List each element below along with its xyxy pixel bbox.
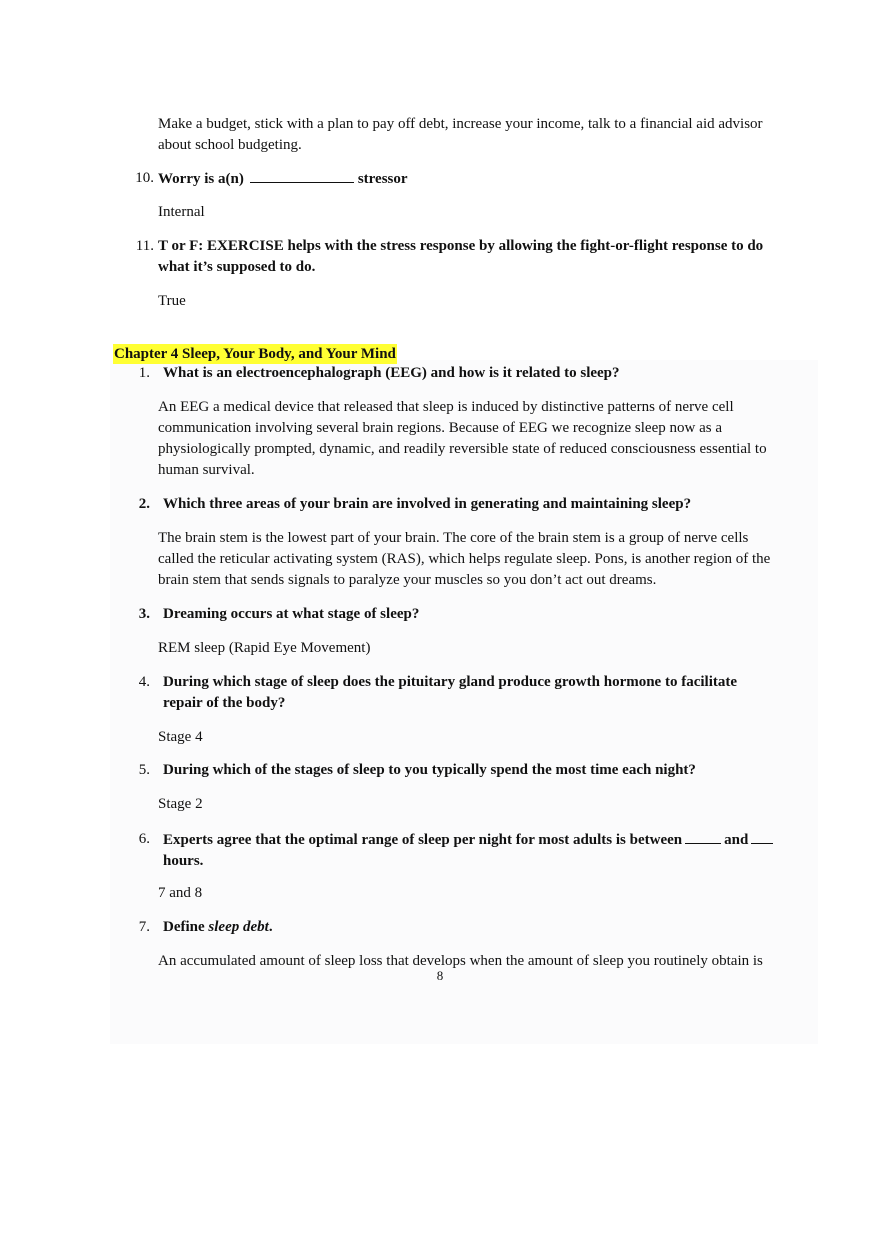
question-10-suffix: stressor: [357, 171, 408, 187]
question-number: 1.: [138, 365, 150, 381]
question-7-term: sleep debt: [208, 919, 269, 935]
question-10-text: Worry is a(n): [158, 171, 244, 187]
question-number: 10.: [135, 170, 154, 186]
answer-11: True: [158, 293, 186, 309]
question-number: 4.: [138, 674, 150, 690]
question-6-suffix: hours.: [163, 853, 204, 869]
answer-3: REM sleep (Rapid Eye Movement): [158, 640, 371, 656]
chapter-heading: Chapter 4 Sleep, Your Body, and Your Mind: [114, 346, 396, 362]
answer-4: Stage 4: [158, 729, 203, 745]
fill-blank: [685, 829, 721, 844]
question-1: What is an electroencephalograph (EEG) and how is it related to sleep?: [163, 365, 620, 381]
question-7: [163, 917, 783, 938]
question-6-text: Experts agree that the optimal range of sleep per night for most adults is between: [163, 832, 683, 848]
answer-5: Stage 2: [158, 796, 203, 812]
answer-6: 7 and 8: [158, 885, 203, 901]
answer-budget: Make a budget, stick with a plan to pay off debt, increase your income, talk to a financial aid advisor about school budgeting.: [158, 116, 763, 153]
fill-blank: [250, 168, 354, 183]
question-number: 7.: [138, 919, 150, 935]
page-number: 8: [436, 968, 444, 983]
fill-blank: [751, 829, 773, 844]
question-10: [158, 168, 778, 190]
question-number: 3.: [138, 606, 150, 622]
question-6-mid: and: [724, 832, 749, 848]
question-7-suffix: .: [268, 919, 273, 935]
answer-2: The brain stem is the lowest part of your brain. The core of the brain stem is a group of nerve cells called the reticular activating system (RAS), which helps regulate sleep. Pons, is another region of the brain stem that sends signals to paralyze your muscles so you don’t act out dreams.: [158, 530, 771, 588]
answer-10: Internal: [158, 204, 205, 220]
question-2: Which three areas of your brain are involved in generating and maintaining sleep?: [163, 496, 692, 512]
answer-7: An accumulated amount of sleep loss that develops when the amount of sleep you routinely obtain is: [158, 953, 763, 969]
answer-1: An EEG a medical device that released that sleep is induced by distinctive patterns of nerve cell communication involving several brain regions. Because of EEG we recognize sleep now as a physiologically prompted, dynamic, and readily reversible state of reduced consciousness essential to human survival.: [158, 399, 767, 478]
question-number: 2.: [138, 496, 150, 512]
question-5: During which of the stages of sleep to you typically spend the most time each night?: [163, 762, 696, 778]
question-number: 6.: [138, 831, 150, 847]
question-4: During which stage of sleep does the pituitary gland produce growth hormone to facilitate repair of the body?: [163, 674, 738, 711]
question-number: 5.: [138, 762, 150, 778]
question-number: 11.: [135, 238, 154, 254]
question-7-prefix: Define: [163, 919, 205, 935]
question-11: T or F: EXERCISE helps with the stress response by allowing the fight-or-flight response to do what it’s supposed to do.: [158, 238, 764, 275]
question-3: Dreaming occurs at what stage of sleep?: [163, 606, 420, 622]
question-6: [163, 829, 783, 872]
